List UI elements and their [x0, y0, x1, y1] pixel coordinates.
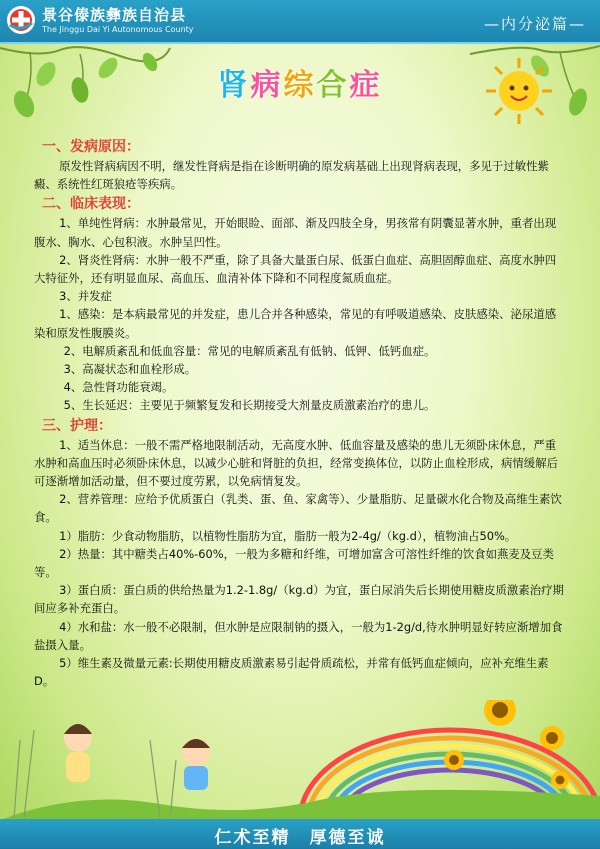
title-char: 症 — [349, 68, 383, 103]
section-label: —内分泌篇— — [483, 15, 586, 33]
article-body — [34, 136, 564, 690]
page-title — [0, 60, 600, 104]
paragraph: 1、感染：是本病最常见的并发症，患儿合并各种感染，常见的有呼吸道感染、皮肤感染、泌尿道感染和原发性腹膜炎。 — [34, 307, 557, 340]
bottom-scene-icon — [0, 700, 600, 820]
footer-motto: 仁术至精 厚德至诚 — [214, 828, 386, 848]
header-bar — [0, 0, 600, 44]
paragraph: 5、生长延迟：主要见于频繁复发和长期接受大剂量皮质激素治疗的患儿。 — [63, 398, 436, 413]
title-char: 肾 — [217, 68, 251, 103]
hospital-logo-icon — [6, 5, 36, 35]
paragraph: 3、并发症 — [59, 289, 112, 304]
county-name-cn: 景谷傣族彝族自治县 — [42, 6, 187, 24]
title-char: 病 — [250, 68, 284, 103]
paragraph: 2、肾炎性肾病：水肿一般不严重，除了具备大量蛋白尿、低蛋白血症、高胆固醇血症、高度水肿四大特征外，还有明显血尿、高血压、血清补体下降和不同程度氮质血症。 — [34, 252, 557, 286]
paragraph: 原发性肾病病因不明，继发性肾病是指在诊断明确的原发病基础上出现肾病表现，多见于过敏性紫癜、系统性红斑狼疮等疾病。 — [34, 159, 549, 192]
paragraph: 2、营养管理：应给予优质蛋白（乳类、蛋、鱼、家禽等）、少量脂肪、足量碳水化合物及高维生素饮食。 — [34, 492, 562, 525]
paragraph: 2）热量：其中糖类占40%-60%，一般为多糖和纤维，可增加富含可溶性纤维的饮食如燕麦及豆类等。 — [34, 546, 554, 580]
paragraph: 1）脂肪：少食动物脂肪，以植物性脂肪为宜，脂肪一般为2-4g/（kg.d），植物油占50%。 — [59, 528, 517, 543]
paragraph: 4）水和盐：水一般不必限制，但水肿是应限制钠的摄入，一般为1-2g/d,待水肿明显好转应渐增加食盐摄入量。 — [34, 619, 563, 652]
paragraph: 1、单纯性肾病：水肿最常见，开始眼睑、面部、渐及四肢全身，男孩常有阴囊显著水肿，重者出现腹水、胸水、心包积液。水肿呈凹性。 — [34, 216, 557, 249]
paragraph: 3、高凝状态和血栓形成。 — [63, 362, 197, 377]
title-char: 综 — [283, 68, 317, 103]
paragraph: 4、急性肾功能衰竭。 — [63, 380, 174, 395]
paragraph: 5）维生素及微量元素:长期使用糖皮质激素易引起骨质疏松，并常有低钙血症倾向，应补充维生素D。 — [34, 656, 549, 689]
footer-bar — [0, 819, 600, 849]
paragraph: 3）蛋白质：蛋白质的供给热量为1.2-1.8g/（kg.d）为宜，蛋白尿消失后长期使用糖皮质激素治疗期间应多补充蛋白。 — [34, 583, 564, 616]
section-heading: 二、临床表现： — [42, 196, 140, 213]
county-name-en: The Jinggu Dai Yi Autonomous County — [42, 25, 194, 34]
section-heading: 一、发病原因： — [42, 139, 140, 155]
section-heading: 三、护理： — [42, 417, 112, 434]
title-char: 合 — [316, 68, 350, 103]
paragraph: 1、适当休息：一般不需严格地限制活动，无高度水肿、低血容量及感染的患儿无须卧床休息，严重水肿和高血压时必须卧床休息，以减少心脏和肾脏的负担，经常变换体位，以防止血栓形成，病情缓解后可逐渐增加活动量，但不要过度劳累，以免病情复发。 — [34, 437, 558, 489]
paragraph: 2、电解质紊乱和低血容量：常见的电解质紊乱有低钠、低钾、低钙血症。 — [63, 343, 436, 358]
